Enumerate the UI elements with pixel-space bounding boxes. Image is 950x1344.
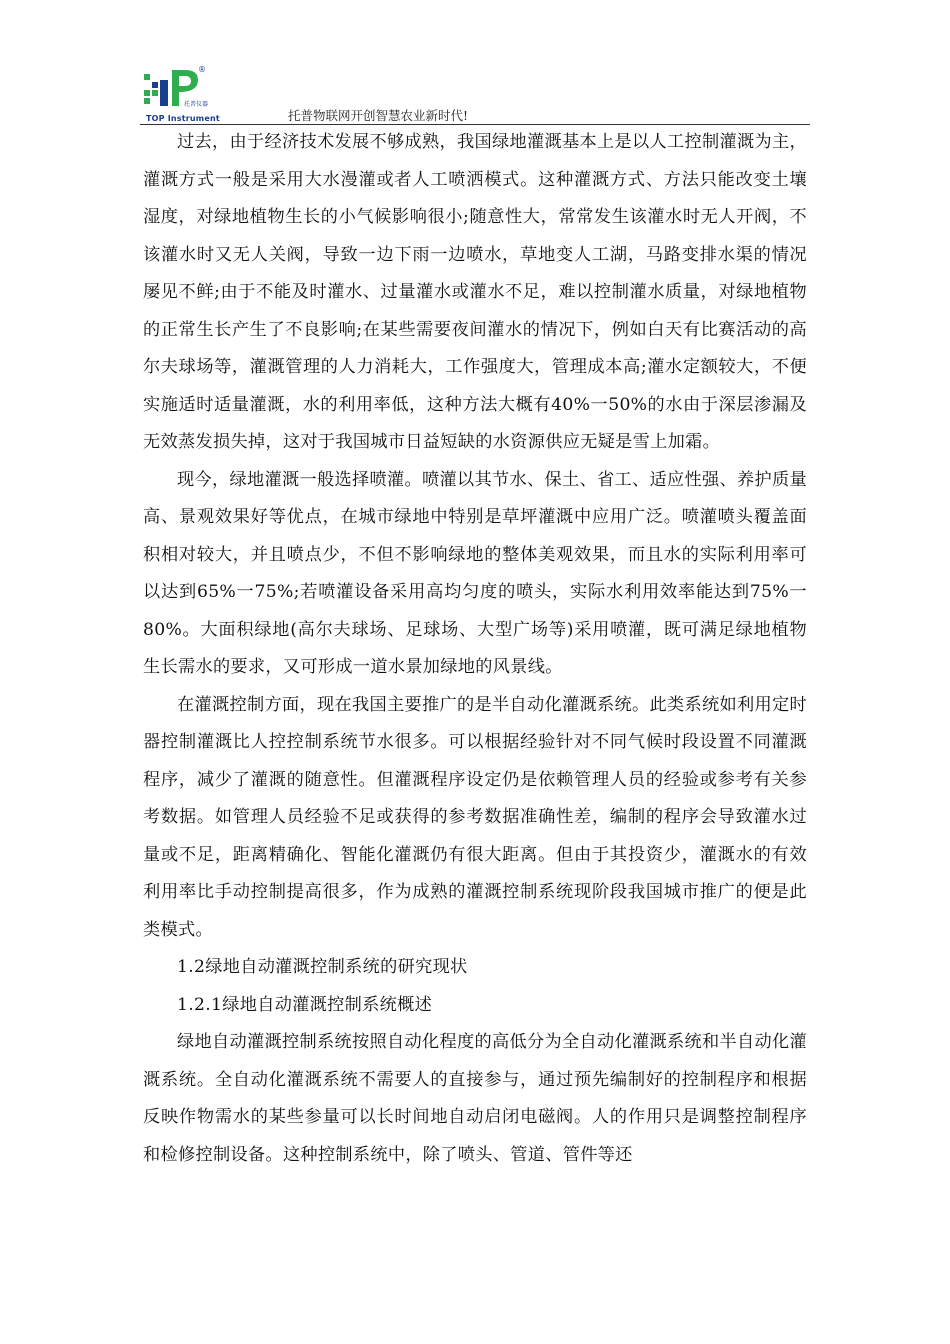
logo-english-text: TOP Instrument (146, 114, 220, 123)
svg-text:®: ® (198, 65, 206, 74)
section-heading-1-2: 1.2绿地自动灌溉控制系统的研究现状 (177, 957, 468, 977)
company-logo (140, 62, 220, 124)
svg-text:托普仪器: 托普仪器 (184, 101, 209, 108)
section-heading-1-2-1: 1.2.1绿地自动灌溉控制系统概述 (177, 994, 433, 1015)
logo-mark-icon (140, 62, 220, 116)
page-header (140, 62, 810, 126)
paragraph-past-irrigation: 过去，由于经济技术发展不够成熟，我国绿地灌溉基本上是以人工控制灌溉为主，灌溉方式一般是采用大水漫灌或者人工喷洒模式。这种灌溉方式、方法只能改变土壤湿度，对绿地植物生长的小气候影响很小;随意性大，常常发生该灌水时无人开阀，不该灌水时又无人关阀，导致一边下雨一边喷水，草地变人工湖，马路变排水渠的情况屡见不鲜;由于不能及时灌水、过量灌水或灌水不足，难以控制灌水质量，对绿地植物的正常生长产生了不良影响;在某些需要夜间灌水的情况下，例如白天有比赛活动的高尔夫球场等，灌溉管理的人力消耗大，工作强度大，管理成本高;灌水定额较大，不便实施适时适量灌溉，水的利用率低，这种方法大概有40%一50%的水由于深层渗漏及无效蒸发损失掉，这对于我国城市日益短缺的水资源供应无疑是雪上加霜。 (143, 132, 807, 452)
header-slogan: 托普物联网开创智慧农业新时代! (288, 108, 469, 123)
document-body (143, 124, 807, 1174)
paragraph-system-overview: 绿地自动灌溉控制系统按照自动化程度的高低分为全自动化灌溉系统和半自动化灌溉系统。全自动化灌溉系统不需要人的直接参与，通过预先编制好的控制程序和根据反映作物需水的某些参量可以长时间地自动启闭电磁阀。人的作用只是调整控制程序和检修控制设备。这种控制系统中，除了喷头、管道、管件等还 (143, 1032, 807, 1165)
paragraph-sprinkler-irrigation: 现今，绿地灌溉一般选择喷灌。喷灌以其节水、保土、省工、适应性强、养护质量高、景观效果好等优点，在城市绿地中特别是草坪灌溉中应用广泛。喷灌喷头覆盖面积相对较大，并且喷点少，不但不影响绿地的整体美观效果，而且水的实际利用率可以达到65%一75%;若喷灌设备采用高均匀度的喷头，实际水利用效率能达到75%一80%。大面积绿地(高尔夫球场、足球场、大型广场等)采用喷灌，既可满足绿地植物生长需水的要求，又可形成一道水景加绿地的风景线。 (143, 469, 807, 677)
paragraph-irrigation-control: 在灌溉控制方面，现在我国主要推广的是半自动化灌溉系统。此类系统如利用定时器控制灌溉比人控控制系统节水很多。可以根据经验针对不同气候时段设置不同灌溉程序，减少了灌溉的随意性。但灌溉程序设定仍是依赖管理人员的经验或参考有关参考数据。如管理人员经验不足或获得的参考数据准确性差，编制的程序会导致灌水过量或不足，距离精确化、智能化灌溉仍有很大距离。但由于其投资少，灌溉水的有效利用率比手动控制提高很多，作为成熟的灌溉控制系统现阶段我国城市推广的便是此类模式。 (143, 694, 807, 940)
